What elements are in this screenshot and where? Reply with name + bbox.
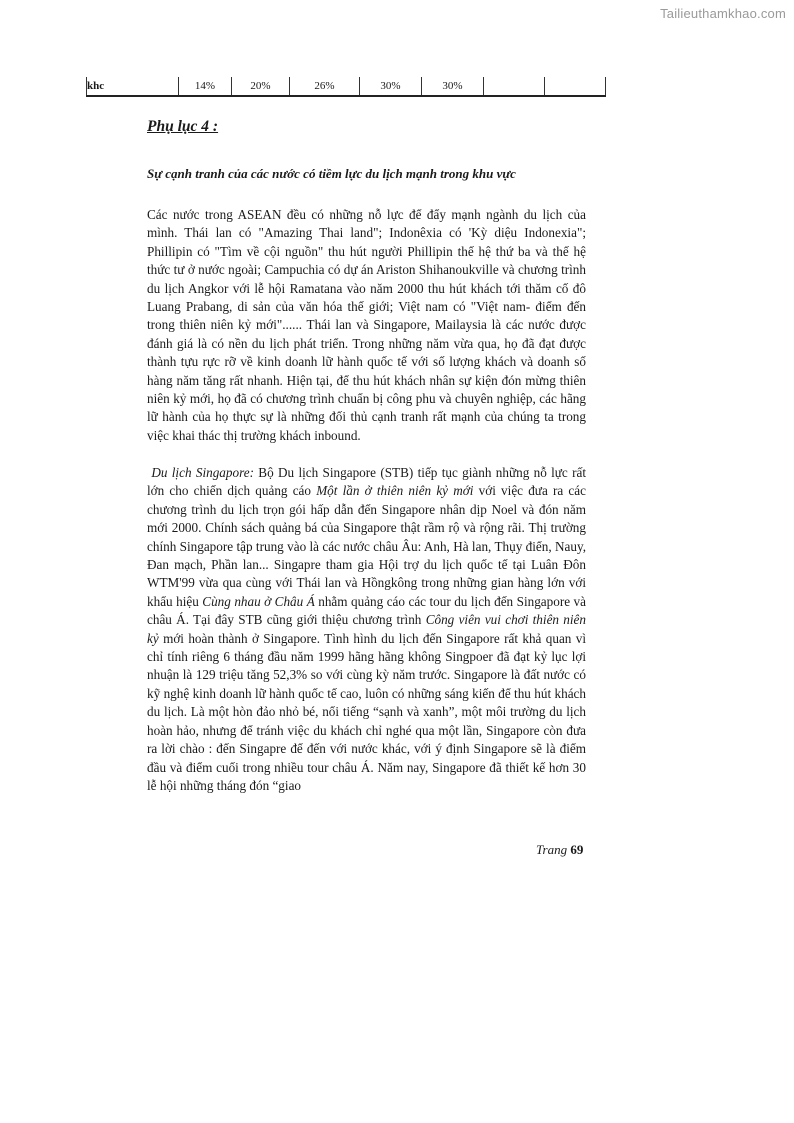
- paragraph-text: với việc đưa ra các chương trình du lịch trọn gói hấp dẫn đến Singapore nhân dịp Noel và đón năm mới 2000. Chính sách quảng bá của Singapore thật rầm rộ và rộng rãi. Thị trường chính Singapore tập trung vào là các nước châu Âu: Anh, Hà lan, Thụy điển, Nauy, Đan mạch, Phần lan... Singapre tham gia Hội trợ du lịch quốc tế tại Luân Đôn WTM'99 vừa qua cùng với Thái lan và Hồngkông trong những gian hàng lớn với khẩu hiệu: [147, 483, 586, 609]
- paragraph-lead: Du lịch Singapore:: [151, 465, 254, 480]
- paragraph-singapore: [147, 464, 586, 795]
- paragraph-text: mới hoàn thành ở Singapore. Tình hình du lịch đến Singapore rất khả quan vì chỉ tính riêng 6 tháng đầu năm 1999 hãng hãng không Singpoer đã đạt kỷ lục lợi nhuận là 129 triệu tăng 52,3% so với cùng kỳ năm trước. Singapore là đất nước có kỹ nghệ kinh doanh lữ hành quốc tế cao, luôn có những sáng kiến để thu hút khách du lịch. Là một hòn đảo nhỏ bé, nổi tiếng “sạnh và xanh”, một môi trường du lịch hoàn hảo, nhưng để tránh việc du khách chỉ nghé qua một lần, Singapore còn đưa ra lời chào : đến Singapre để đến với nước khác, với ý định Singapore sẽ là điểm đầu và điểm cuối trong nhiều tour châu Á. Năm nay, Singapore đã thiết kế hơn 30 lễ hội những tháng đón “giao: [147, 630, 586, 793]
- watermark-text: Tailieuthamkhao.com: [660, 6, 786, 21]
- table-cell: 30%: [422, 77, 484, 95]
- paragraph-text: Bộ Du lịch Singapore (STB) tiếp tục giành những nỗ lực rất lớn cho chiến dịch quảng cáo: [147, 465, 586, 499]
- section-subtitle: Sự cạnh tranh của các nước có tiềm lực du lịch mạnh trong khu vực: [147, 166, 516, 181]
- table-row: [86, 77, 606, 97]
- table-cell: 14%: [179, 77, 232, 95]
- paragraph-emphasis: Công viên vui chơi thiên niên kỷ: [147, 612, 587, 646]
- table-cell: [484, 77, 545, 95]
- paragraph-emphasis: Cùng nhau ở Châu Á: [202, 593, 315, 609]
- appendix-title: Phụ lục 4 :: [147, 118, 219, 135]
- paragraph-emphasis: Một lần ở thiên niên kỷ mới: [316, 483, 474, 499]
- table-cell: 26%: [290, 77, 360, 95]
- table-cell: 20%: [232, 77, 290, 95]
- table-cell: [545, 77, 606, 95]
- table-cell: 30%: [360, 77, 422, 95]
- page-label: Trang: [536, 842, 568, 857]
- paragraph-asean: Các nước trong ASEAN đều có những nỗ lực để đẩy mạnh ngành du lịch của mình. Thái lan có "Amazing Thai land"; Indonêxia có 'Kỳ diệu Indonexia"; Phillipin có "Tìm về cội nguồn" thu hút người Phillipin thế hệ thứ ba và thế hệ thức tư ở nước ngoài; Campuchia có dự án Ariston Shihanoukville và chương trình du lịch Angkor với lễ hội Ramatana vào năm 2000 thu hút khách tới thăm cố đô Luang Prabang, di sản của văn hóa thế giới; Việt nam có "Việt nam- điểm đến trong thiên niên kỷ mới"...... Thái lan và Singapore, Mailaysia là các nước được đánh giá là có nền du lịch phát triển. Trong những năm vừa qua, họ đã đạt được thành tựu rực rỡ về kinh doanh lữ hành quốc tế với số lượng khách và doanh số hàng năm tăng rất nhanh. Hiện tại, để thu hút khách nhân sự kiện đón mừng thiên niên kỷ mới, họ đã có chương trình chuẩn bị công phu và chuyên nghiệp, các hãng lữ hành của họ thực sự là những đối thủ cạnh tranh rất mạnh của chúng ta trong việc khai thác thị trường khách inbound.: [147, 207, 586, 443]
- table-cell-label: khc: [86, 77, 179, 95]
- page-number: 69: [570, 842, 584, 857]
- page-footer: [536, 842, 583, 858]
- paragraph-text: nhằm quảng cáo các tour du lịch đến Singapore và châu Á. Tại đây STB cũng giới thiệu chương trình: [147, 593, 586, 628]
